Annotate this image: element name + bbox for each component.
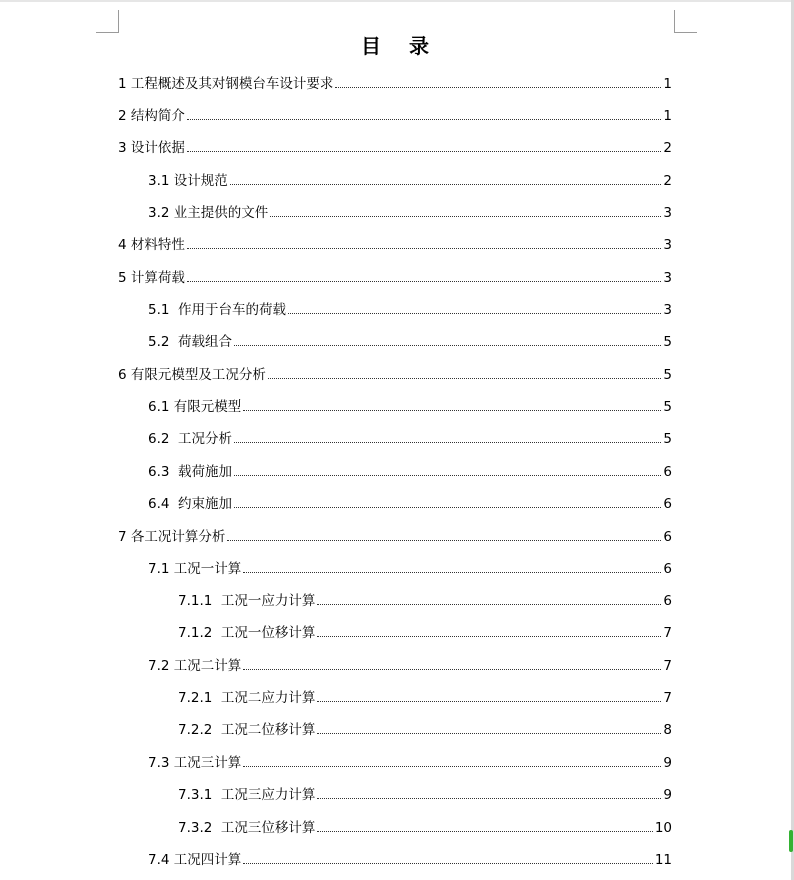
dot-leader bbox=[243, 669, 661, 670]
toc-entry-label: 6.1 有限元模型 bbox=[148, 399, 242, 415]
toc-entry-label: 7.2 工况二计算 bbox=[148, 658, 242, 674]
dot-leader bbox=[317, 733, 661, 734]
toc-entry-label: 3 设计依据 bbox=[118, 140, 185, 156]
toc-entry[interactable] bbox=[148, 330, 672, 350]
dot-leader bbox=[234, 475, 661, 476]
dot-leader bbox=[317, 798, 661, 799]
toc-entry-page: 5 bbox=[663, 334, 672, 350]
dot-leader bbox=[187, 281, 662, 282]
toc-entry-label: 7.4 工况四计算 bbox=[148, 852, 242, 868]
toc-entry-label: 7.3.2 工况三位移计算 bbox=[178, 820, 316, 836]
dot-leader bbox=[230, 184, 662, 185]
toc-entry-page: 6 bbox=[663, 529, 672, 545]
dot-leader bbox=[243, 410, 661, 411]
toc-entry[interactable] bbox=[178, 783, 672, 803]
toc-entry-label: 7 各工况计算分析 bbox=[118, 529, 226, 545]
toc-entry-label: 2 结构简介 bbox=[118, 108, 185, 124]
toc-entry[interactable] bbox=[148, 427, 672, 447]
toc-entry[interactable] bbox=[118, 233, 672, 253]
toc-entry-page: 3 bbox=[663, 270, 672, 286]
toc-entry-page: 7 bbox=[663, 658, 672, 674]
toc-entry[interactable] bbox=[178, 621, 672, 641]
toc-entry-label: 7.1.2 工况一位移计算 bbox=[178, 625, 316, 641]
toc-entry-label: 6.4 约束施加 bbox=[148, 496, 233, 512]
toc-entry-page: 1 bbox=[663, 76, 672, 92]
toc-entry[interactable] bbox=[148, 201, 672, 221]
toc-entry-label: 5 计算荷载 bbox=[118, 270, 185, 286]
toc-entry-label: 6.2 工况分析 bbox=[148, 431, 233, 447]
toc-entry-page: 3 bbox=[663, 205, 672, 221]
toc-entry-label: 6 有限元模型及工况分析 bbox=[118, 367, 266, 383]
toc-entry-label: 1 工程概述及其对钢模台车设计要求 bbox=[118, 76, 334, 92]
toc-entry[interactable] bbox=[118, 104, 672, 124]
toc-entry-page: 7 bbox=[663, 625, 672, 641]
dot-leader bbox=[227, 540, 661, 541]
dot-leader bbox=[234, 507, 661, 508]
toc-entry-page: 9 bbox=[663, 787, 672, 803]
toc-entry-page: 6 bbox=[663, 593, 672, 609]
dot-leader bbox=[317, 831, 652, 832]
dot-leader bbox=[187, 151, 662, 152]
toc-entry[interactable] bbox=[118, 525, 672, 545]
toc-entry-label: 6.3 载荷施加 bbox=[148, 464, 233, 480]
toc-entry[interactable] bbox=[118, 266, 672, 286]
dot-leader bbox=[234, 345, 661, 346]
toc-entry-page: 6 bbox=[663, 464, 672, 480]
dot-leader bbox=[317, 636, 661, 637]
toc-entry[interactable] bbox=[148, 751, 672, 771]
dot-leader bbox=[270, 216, 661, 217]
toc-entry[interactable] bbox=[118, 363, 672, 383]
toc-entry-label: 5.1 作用于台车的荷载 bbox=[148, 302, 287, 318]
toc-entry[interactable] bbox=[148, 557, 672, 577]
toc-entry[interactable] bbox=[118, 136, 672, 156]
toc-entry-page: 5 bbox=[663, 399, 672, 415]
page-top-shadow bbox=[0, 0, 794, 2]
toc-entry-label: 7.1.1 工况一应力计算 bbox=[178, 593, 316, 609]
dot-leader bbox=[317, 604, 661, 605]
dot-leader bbox=[288, 313, 661, 314]
toc-entry[interactable] bbox=[178, 718, 672, 738]
dot-leader bbox=[187, 248, 662, 249]
toc-entry-label: 7.3 工况三计算 bbox=[148, 755, 242, 771]
toc-entry-page: 11 bbox=[654, 852, 672, 868]
dot-leader bbox=[335, 87, 661, 88]
toc-entry-page: 5 bbox=[663, 431, 672, 447]
toc-entry-label: 7.3.1 工况三应力计算 bbox=[178, 787, 316, 803]
toc-title: 目 录 bbox=[361, 34, 433, 58]
edge-marker-icon bbox=[789, 830, 793, 852]
toc-entry[interactable] bbox=[148, 169, 672, 189]
toc-entry-label: 5.2 荷载组合 bbox=[148, 334, 233, 350]
toc-entry[interactable] bbox=[118, 72, 672, 92]
toc-entry[interactable] bbox=[148, 654, 672, 674]
toc-entry-page: 3 bbox=[663, 237, 672, 253]
toc-entry[interactable] bbox=[148, 492, 672, 512]
toc-entry-page: 9 bbox=[663, 755, 672, 771]
toc-entry-label: 7.1 工况一计算 bbox=[148, 561, 242, 577]
dot-leader bbox=[187, 119, 662, 120]
toc-entry-page: 6 bbox=[663, 561, 672, 577]
toc-entry-label: 3.1 设计规范 bbox=[148, 173, 228, 189]
toc-entry-label: 3.2 业主提供的文件 bbox=[148, 205, 269, 221]
toc-entry-page: 2 bbox=[663, 173, 672, 189]
toc-entry[interactable] bbox=[178, 816, 672, 836]
dot-leader bbox=[243, 766, 661, 767]
toc-entry[interactable] bbox=[148, 395, 672, 415]
dot-leader bbox=[243, 572, 661, 573]
toc-entry-page: 1 bbox=[663, 108, 672, 124]
dot-leader bbox=[243, 863, 653, 864]
toc-entry-label: 7.2.2 工况二位移计算 bbox=[178, 722, 316, 738]
toc-entry-page: 6 bbox=[663, 496, 672, 512]
toc-entry[interactable] bbox=[178, 589, 672, 609]
dot-leader bbox=[317, 701, 661, 702]
toc-entry-page: 5 bbox=[663, 367, 672, 383]
toc-entry-page: 8 bbox=[663, 722, 672, 738]
dot-leader bbox=[234, 442, 661, 443]
toc-entry-page: 2 bbox=[663, 140, 672, 156]
toc-entry-label: 7.2.1 工况二应力计算 bbox=[178, 690, 316, 706]
toc-entry-page: 3 bbox=[663, 302, 672, 318]
toc-entry[interactable] bbox=[148, 460, 672, 480]
toc-entry[interactable] bbox=[148, 298, 672, 318]
toc-entry-page: 10 bbox=[654, 820, 672, 836]
toc-entry-page: 7 bbox=[663, 690, 672, 706]
toc-entry[interactable] bbox=[148, 848, 672, 868]
toc-entry[interactable] bbox=[178, 686, 672, 706]
dot-leader bbox=[268, 378, 662, 379]
toc-entry-label: 4 材料特性 bbox=[118, 237, 185, 253]
